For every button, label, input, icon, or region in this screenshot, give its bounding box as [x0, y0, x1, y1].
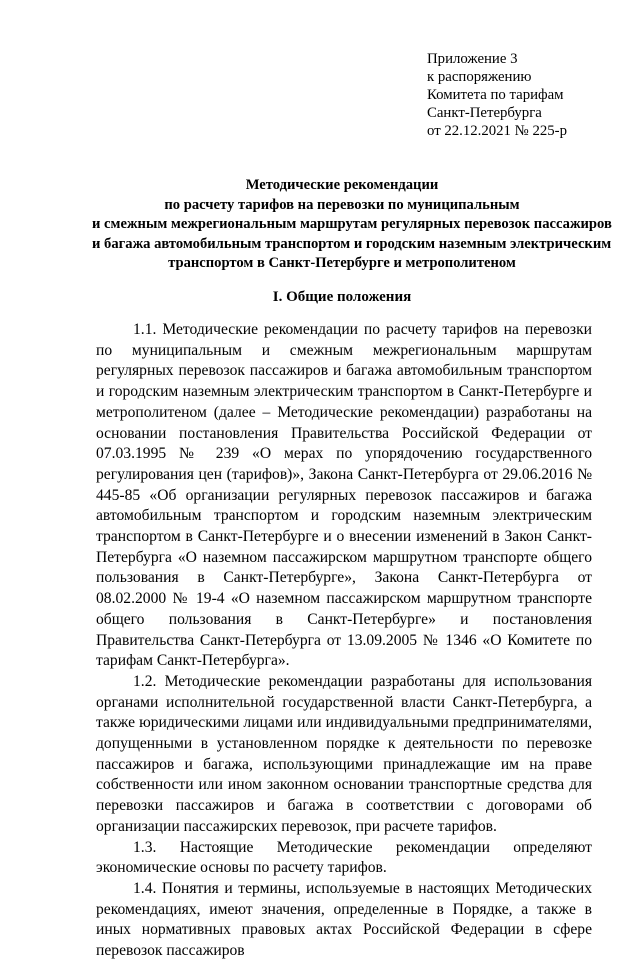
appendix-line: от 22.12.2021 № 225-р [427, 123, 567, 139]
appendix-line: Комитета по тарифам [427, 87, 564, 103]
paragraph-1-2: 1.2. Методические рекомендации разработаны для использования органами исполнительной государственной власти Санкт-Петербурга, а также юридическими лицами или индивидуальными предпринимателями, допущенными в установленном порядке к деятельности по перевозке пассажиров и багажа, использующими принадлежащие им на праве собственности или ином законном основании транспортные средства для перевозки пассажиров и багажа в соответствии с договорами об организации пассажирских перевозок, при расчете тарифов. [96, 672, 592, 835]
title-line: Методические рекомендации [245, 177, 439, 193]
title-line: по расчету тарифов на перевозки по муниципальным [164, 196, 520, 213]
title-line: и багажа автомобильным транспортом и городским наземным электрическим [92, 235, 612, 252]
appendix-line: Санкт-Петербурга [427, 105, 542, 121]
paragraph-1-1: 1.1. Методические рекомендации по расчету тарифов на перевозки по муниципальным и смежным межрегиональным маршрутам регулярных перевозок пассажиров и багажа автомобильным транспортом и городским наземным электрическим транспортом в Санкт-Петербурге и метрополитеном (далее – Методические рекомендации) разработаны на основании постановления Правительства Российской Федерации от 07.03.1995 № 239 «О мерах по упорядочению государственного регулирования цен (тарифов)», Закона Санкт-Петербурга от 29.06.2016 № 445-85 «Об организации регулярных перевозок пассажиров и багажа автомобильным транспортом и городским наземным электрическим транспортом в Санкт-Петербурге и о внесении изменений в Закон Санкт-Петербурга «О наземном пассажирском маршрутном транспорте общего пользования в Санкт-Петербурге», Закона Санкт-Петербурга от 08.02.2000 № 19-4 «О наземном пассажирском маршрутном транспорте общего пользования в Санкт-Петербурге» и постановления Правительства Санкт-Петербурга от 13.09.2005 № 1346 «О Комитете по тарифам Санкт-Петербурга». [96, 321, 592, 670]
paragraph-1-3: 1.3. Настоящие Методические рекомендации определяют экономические основы по расчету тарифов. [96, 838, 592, 877]
document-body [96, 320, 592, 962]
section-heading: I. Общие положения [272, 289, 412, 305]
title-line: и смежным межрегиональным маршрутам регулярных перевозок пассажиров [92, 216, 612, 233]
paragraph-1-4: 1.4. Понятия и термины, используемые в настоящих Методических рекомендациях, имеют значения, определенные в Порядке, а также в иных нормативных правовых актах Российской Федерации в сфере перевозок пассажиров [96, 879, 592, 960]
appendix-block [427, 50, 637, 140]
appendix-line: Приложение 3 [427, 51, 518, 67]
document-title [92, 176, 612, 274]
appendix-line: к распоряжению [427, 69, 532, 85]
title-line: транспортом в Санкт-Петербурге и метрополитеном [168, 255, 516, 272]
